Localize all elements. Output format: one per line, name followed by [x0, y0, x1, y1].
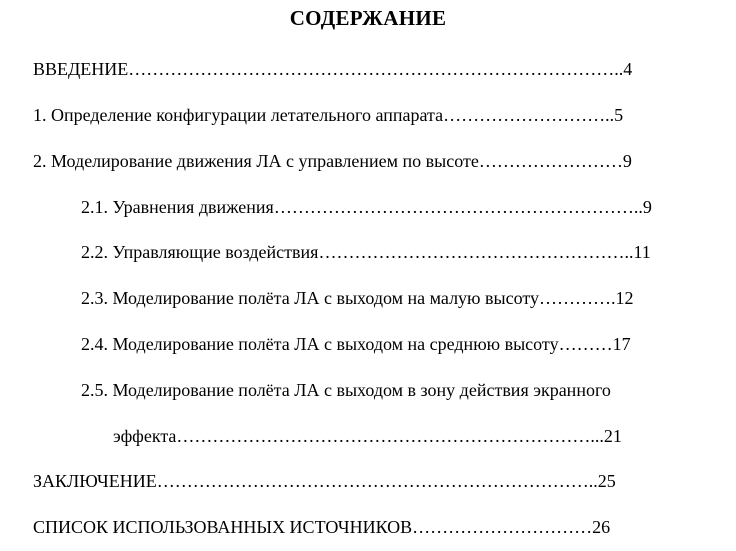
toc-entry-references: СПИСОК ИСПОЛЬЗОВАННЫХ ИСТОЧНИКОВ…………………………26	[33, 517, 611, 537]
toc-entry-2-2: 2.2. Управляющие воздействия……………………………………………..11	[81, 242, 651, 262]
toc-entry-2-3: 2.3. Моделирование полёта ЛА с выходом на малую высоту………….12	[81, 288, 634, 308]
toc-entry-introduction: ВВЕДЕНИЕ………………………………………………………………………..4	[33, 59, 633, 79]
toc-title: СОДЕРЖАНИЕ	[289, 6, 447, 30]
toc-entry-2: 2. Моделирование движения ЛА с управлением по высоте……………………9	[33, 151, 632, 171]
toc-entry-2-5-continued: эффекта……………………………………………………………...21	[113, 426, 622, 446]
toc-entry-conclusion: ЗАКЛЮЧЕНИЕ………………………………………………………………..25	[33, 471, 616, 491]
toc-entry-2-4: 2.4. Моделирование полёта ЛА с выходом на среднюю высоту………17	[81, 334, 631, 354]
toc-entry-2-1: 2.1. Уравнения движения……………………………………………………..9	[81, 197, 652, 217]
toc-entry-1: 1. Определение конфигурации летательного аппарата………………………..5	[33, 105, 624, 125]
toc-entry-2-5: 2.5. Моделирование полёта ЛА с выходом в зону действия экранного	[81, 380, 611, 400]
